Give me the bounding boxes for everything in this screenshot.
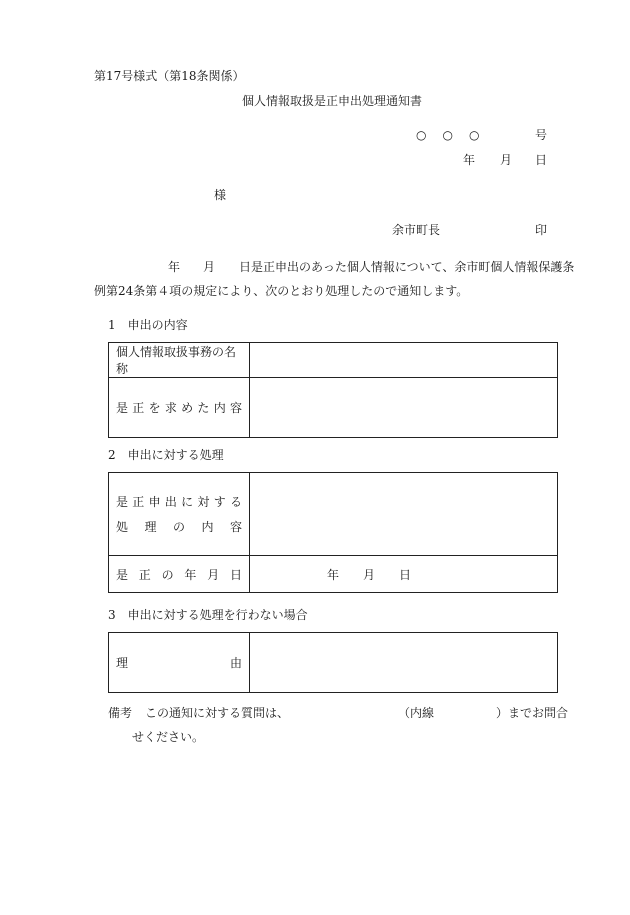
label-cell [109,633,250,693]
processing-content-label-line2: 処 理 の 内 容 [116,520,242,534]
no-processing-table [108,632,558,693]
label-cell [109,556,250,593]
requested-content-label: 是 正 を 求 め た 内 容 [116,401,242,415]
note-prefix: 備考 [108,706,133,720]
note-text: この通知に対する質問は、 [145,706,290,720]
correction-year: 年 [327,567,340,582]
body-year: 年 [168,260,181,274]
body-line1: 日是正申出のあった個人情報について、余市町個人情報保護条 [239,260,575,274]
document-number-suffix: 号 [535,128,548,142]
note-extension: （内線 [398,706,435,720]
correction-date-label: 是 正 の 年 月 日 [116,567,242,582]
correction-day: 日 [399,567,412,582]
seal-mark: 印 [535,223,548,237]
document-number-marks: ○ ○ ○ [416,128,482,142]
reason-field[interactable] [250,633,558,693]
form-number: 第17号様式（第18条関係） [94,69,245,83]
label-cell [109,378,250,438]
body-month: 月 [203,260,216,274]
correction-date-units [250,566,557,583]
label-cell [109,343,250,378]
note-line2: せください。 [132,730,205,744]
body-line2: 例第24条第４項の規定により、次のとおり処理したので通知します。 [94,284,469,298]
label-cell [109,473,250,556]
correction-month: 月 [363,567,376,582]
sender-name: 余市町長 [392,223,441,237]
addressee-suffix: 様 [214,188,227,202]
document-title: 個人情報取扱是正申出処理通知書 [242,94,423,108]
affair-name-field[interactable] [250,343,558,378]
affair-name-label: 個人情報取扱事務の名称 [116,345,237,376]
reason-label: 理 由 [116,656,242,670]
correction-date-field[interactable] [250,556,558,593]
processing-content-label-line1: 是 正 申 出 に 対 す る [116,495,242,509]
issue-date-month: 月 [500,153,513,167]
section2-heading: 2 申出に対する処理 [108,448,224,462]
note-contact: ）までお問合 [496,706,569,720]
section3-heading: 3 申出に対する処理を行わない場合 [108,608,308,622]
issue-date-day: 日 [535,153,548,167]
section1-heading: 1 申出の内容 [108,318,188,332]
processing-table [108,472,558,593]
requested-content-field[interactable] [250,378,558,438]
processing-content-field[interactable] [250,473,558,556]
request-content-table [108,342,558,438]
issue-date-year: 年 [463,153,476,167]
